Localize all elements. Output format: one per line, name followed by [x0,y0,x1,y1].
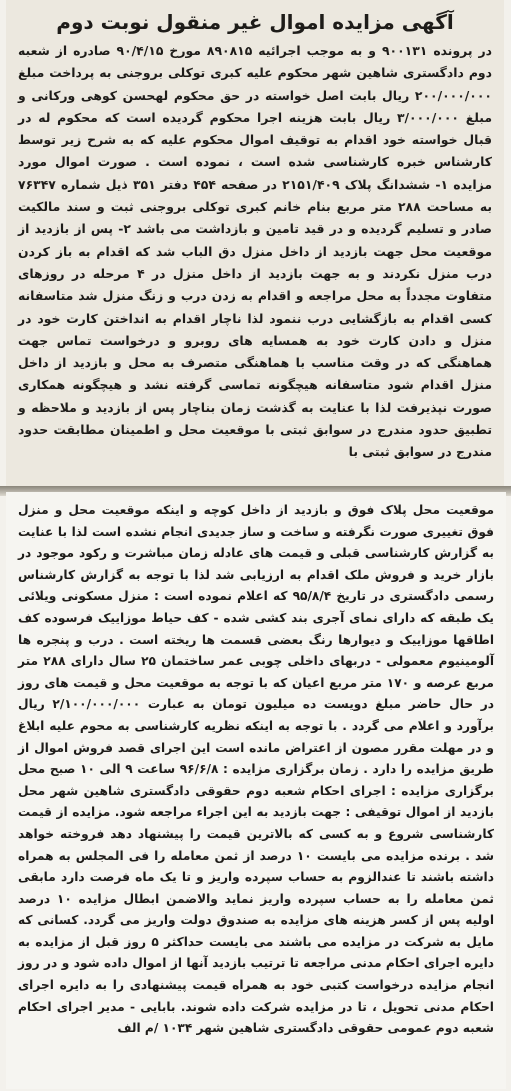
notice-top-column [6,0,504,488]
notice-title: آگهی مزایده اموال غیر منقول نوبت دوم [56,10,454,34]
notice-bottom-column [6,492,506,1089]
notice-paragraph-bottom: موقعیت محل پلاک فوق و بازدید از داخل کوچه و اینکه موقعیت محل و منزل فوق تغییری صورت نگرفته و ساخت و ساز جدیدی انجام نشده است لذا با عنایت به گزارش کارشناسی قبلی و قیمت های عادله زمان مباشرت و رکود موجود در بازار خرید و فروش ملک اقدام به ارزیابی شد لذا با توجه به گزارش کارشناس رسمی دادگستری در تاریخ ۹۵/۸/۴ که اعلام نموده است : منزل مسکونی ویلائی یک طبقه که دارای نمای آجری بند کشی شده - کف حیاط موزاییک فرسوده کف اطاقها موزاییک و دیوارها رنگ بعضی قسمت ها ریخته است . درب و پنجره ها آلومینیوم معمولی - دربهای داخلی چوبی عمر ساختمان ۲۵ سال دارای ۲۸۸ متر مربع عرصه و ۱۷۰ متر مربع اعیان که با توجه به موقعیت محل و قیمت های روز در حال حاضر مبلغ دویست ده میلیون تومان به عبارت ۲/۱۰۰/۰۰۰/۰۰۰ ریال برآورد و اعلام می گردد . با توجه به اینکه نظریه کارشناسی به محوم علیه ابلاغ و در مهلت مقرر مصون از اعتراض مانده است این اجرای قصد فروش اموال از طریق مزایده را دارد . زمان برگزاری مزایده : ۹۶/۶/۸ ساعت ۹ الی ۱۰ صبح محل برگزاری مزایده : اجرای احکام شعبه دوم حقوقی دادگستری شاهین شهر محل بازدید از اموال توقیفی : جهت بازدید به این اجراء مراجعه شود. مزایده از قیمت کارشناسی شروع و به کسی که بالاترین قیمت را پیشنهاد دهد فروخته خواهد شد . برنده مزایده می بایست ۱۰ درصد از ثمن معامله را فی المجلس به همراه داشته باشند تا عندالزوم به حساب سپرده واریز و تا یک ماه فرصت دارد مابقی ثمن معامله را به حساب سپرده واریز نماید والاضمن ابطال مزایده ۱۰ درصد اولیه پس از کسر هزینه های مزایده به صندوق دولت واریز می گردد. کسانی که مایل به شرکت در مزایده می باشند می بایست حداکثر ۵ روز قبل از مزایده به دایره اجرای احکام مدنی مراجعه تا ترتیب بازدید آنها از اموال داده شود و در روز انجام مزایده درخواست کتبی خود به همراه قیمت پیشنهادی را به دایره اجرای احکام مدنی تحویل ، تا در مزایده شرکت داده شوند. بابایی - مدیر اجرای احکام شعبه دوم عمومی حقوقی دادگستری شاهین شهر ۱۰۳۴ /م الف [18,503,495,1036]
notice-paragraph-top: در پرونده ۹۰۰۱۳۱ و به موجب اجرائیه ۸۹۰۸۱۵ مورخ ۹۰/۴/۱۵ صادره از شعبه دوم دادگستری شاهین شهر محکوم علیه کبری توکلی بروجنی به پرداخت مبلغ ۲۰۰/۰۰۰/۰۰۰ ریال بابت اصل خواسته در حق محکوم لهحسن کوهی ورکانی و مبلغ ۳/۰۰۰/۰۰۰ ریال بابت هزینه اجرا محکوم گردیده است که محکوم له در قبال خواسته خود اقدام به توقیف اموال محکوم علیه که به شرح زیر توسط کارشناس خبره کارشناسی شده است ، نموده است . صورت اموال مورد مزایده ۱- ششدانگ پلاک ۲۱۵۱/۴۰۹ در صفحه ۴۵۴ دفتر ۳۵۱ ذیل شماره ۷۶۳۴۷ به مساحت ۲۸۸ متر مربع بنام خانم کبری توکلی بروجنی ثبت و سند مالکیت صادر و تسلیم گردیده و در قید تامین و بازداشت می باشد ۲- پس از بازدید از موقعیت محل جهت بازدید از داخل منزل دق الباب شد که اقدام به باز کردن درب منزل نکردند و به جهت بازدید از داخل منزل در ۴ مرحله در روزهای متفاوت مجدداً به محل مراجعه و اقدام به زدن درب و زنگ منزل شد متاسفانه کسی اقدام به بازگشایی درب ننمود لذا ناچار اقدام به انداختن کارت خود در منزل و دادن کارت خود به همسایه های روبرو و درخواست تماس جهت هماهنگی که در وقت مناسب با هماهنگی متصرف به محل و بازدید از داخل منزل اقدام شود متاسفانه هیچگونه تماسی گرفته نشد و هیچگونه همکاری صورت نپذیرفت لذا با عنایت به گذشت زمان بناچار پس از بازدید و ملاحظه و تطبیق حدود مندرج در سوابق ثبتی با موقعیت محل و اطمینان مطابقت حدود مندرج در سوابق ثبتی با [18,43,493,460]
